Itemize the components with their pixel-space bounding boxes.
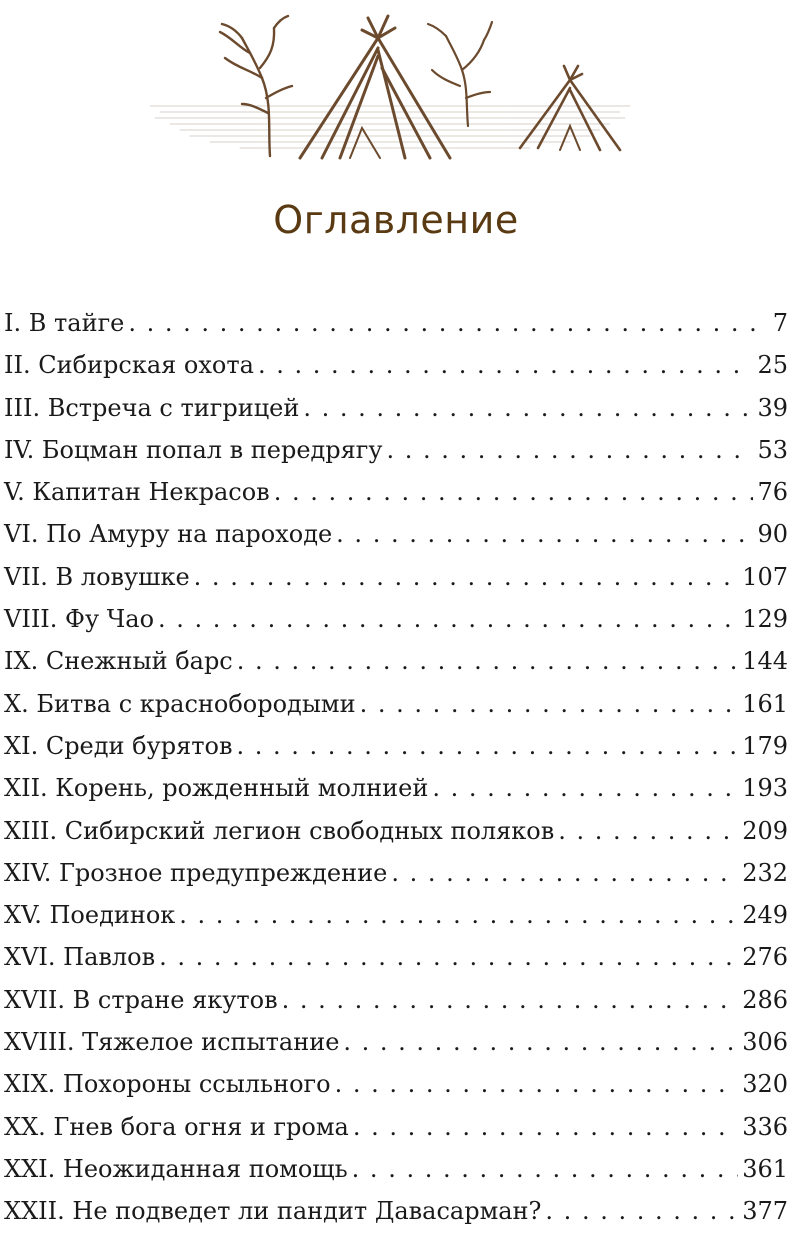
toc-entry-label: XII. Корень, рожденный молнией bbox=[4, 774, 429, 803]
toc-entry-label: XIV. Грозное предупреждение bbox=[4, 858, 388, 887]
toc-entry-label: XI. Среди бурятов bbox=[4, 731, 233, 760]
dot-leader bbox=[387, 429, 754, 471]
toc-entry bbox=[4, 1106, 788, 1148]
toc-entry-label: XV. Поединок bbox=[4, 901, 176, 930]
dot-leader bbox=[343, 1021, 738, 1063]
toc-entry-page-number: 39 bbox=[757, 393, 788, 422]
dot-leader bbox=[179, 894, 738, 936]
toc-entry-page-number: 320 bbox=[742, 1070, 788, 1099]
toc-entry bbox=[4, 725, 788, 767]
dot-leader bbox=[360, 683, 739, 725]
toc-entry-page-number: 144 bbox=[742, 647, 788, 676]
toc-entry-page-number: 286 bbox=[742, 985, 788, 1014]
tree-middle-icon bbox=[428, 22, 492, 126]
toc-entry-label: XXII. Не подведет ли пандит Давасарман? bbox=[4, 1197, 542, 1226]
toc-entry-page-number: 361 bbox=[742, 1154, 788, 1183]
toc-entry bbox=[4, 1063, 788, 1105]
toc-entry bbox=[4, 810, 788, 852]
dot-leader bbox=[237, 640, 738, 682]
dot-leader bbox=[303, 387, 753, 429]
table-of-contents bbox=[4, 302, 788, 1233]
toc-entry-label: II. Сибирская охота bbox=[4, 351, 254, 380]
toc-entry-page-number: 129 bbox=[742, 605, 788, 634]
dot-leader bbox=[352, 1148, 739, 1190]
toc-entry-page-number: 306 bbox=[742, 1028, 788, 1057]
toc-entry bbox=[4, 513, 788, 555]
dot-leader bbox=[558, 810, 738, 852]
toc-entry bbox=[4, 344, 788, 386]
toc-entry bbox=[4, 429, 788, 471]
toc-entry-label: XVI. Павлов bbox=[4, 943, 156, 972]
toc-entry-page-number: 7 bbox=[772, 309, 788, 337]
toc-entry-label: XVIII. Тяжелое испытание bbox=[4, 1028, 340, 1057]
toc-entry-page-number: 76 bbox=[757, 478, 788, 507]
toc-entry bbox=[4, 387, 788, 429]
toc-entry bbox=[4, 683, 788, 725]
toc-entry-label: X. Битва с краснобородыми bbox=[4, 689, 356, 718]
toc-entry-label: XIX. Похороны ссыльного bbox=[4, 1070, 331, 1099]
toc-entry-page-number: 53 bbox=[757, 435, 788, 464]
dot-leader bbox=[335, 1063, 739, 1105]
page-title: Оглавление bbox=[273, 198, 519, 242]
toc-entry bbox=[4, 767, 788, 809]
toc-entry bbox=[4, 302, 788, 344]
toc-entry-page-number: 90 bbox=[757, 520, 788, 549]
dot-leader bbox=[282, 979, 739, 1021]
toc-entry-page-number: 232 bbox=[742, 858, 788, 887]
dot-leader bbox=[274, 471, 754, 513]
toc-entry bbox=[4, 852, 788, 894]
toc-entry-label: VI. По Амуру на пароходе bbox=[4, 520, 333, 549]
small-tent-icon bbox=[520, 66, 620, 150]
dot-leader bbox=[545, 1190, 738, 1232]
toc-entry-page-number: 336 bbox=[742, 1112, 788, 1141]
toc-entry-label: I. В тайге bbox=[4, 309, 125, 337]
toc-entry-label: V. Капитан Некрасов bbox=[4, 478, 270, 507]
toc-entry bbox=[4, 1148, 788, 1190]
toc-entry-label: XXI. Неожиданная помощь bbox=[4, 1154, 348, 1183]
toc-entry bbox=[4, 1021, 788, 1063]
toc-entry-page-number: 161 bbox=[742, 689, 788, 718]
toc-entry bbox=[4, 1190, 788, 1232]
toc-entry bbox=[4, 556, 788, 598]
toc-entry-label: IX. Снежный барс bbox=[4, 647, 233, 676]
toc-entry bbox=[4, 894, 788, 936]
taiga-tents-trees-illustration bbox=[150, 8, 640, 168]
dot-leader bbox=[158, 598, 738, 640]
dot-leader bbox=[236, 725, 738, 767]
toc-entry-page-number: 209 bbox=[742, 816, 788, 845]
dot-leader bbox=[432, 767, 738, 809]
toc-entry-label: IV. Боцман попал в передрягу bbox=[4, 435, 383, 464]
dot-leader bbox=[159, 936, 738, 978]
toc-entry bbox=[4, 640, 788, 682]
toc-entry-page-number: 249 bbox=[742, 901, 788, 930]
toc-entry-page-number: 193 bbox=[742, 774, 788, 803]
toc-entry-page-number: 179 bbox=[742, 731, 788, 760]
big-tent-icon bbox=[300, 16, 450, 158]
toc-entry bbox=[4, 598, 788, 640]
toc-entry bbox=[4, 936, 788, 978]
toc-entry bbox=[4, 471, 788, 513]
toc-entry-page-number: 107 bbox=[742, 562, 788, 591]
toc-entry-label: XVII. В стране якутов bbox=[4, 985, 278, 1014]
dot-leader bbox=[336, 513, 753, 555]
toc-entry-page-number: 25 bbox=[757, 351, 788, 380]
toc-entry-label: III. Встреча с тигрицей bbox=[4, 393, 300, 422]
dot-leader bbox=[258, 344, 754, 386]
toc-entry-page-number: 377 bbox=[742, 1197, 788, 1226]
dot-leader bbox=[128, 302, 768, 344]
toc-entry bbox=[4, 979, 788, 1021]
dot-leader bbox=[194, 556, 739, 598]
toc-entry-page-number: 276 bbox=[742, 943, 788, 972]
toc-entry-label: XIII. Сибирский легион свободных поляков bbox=[4, 816, 555, 845]
dot-leader bbox=[353, 1106, 738, 1148]
toc-entry-label: XX. Гнев бога огня и грома bbox=[4, 1112, 349, 1141]
toc-entry-label: VII. В ловушке bbox=[4, 562, 190, 591]
toc-entry-label: VIII. Фу Чао bbox=[4, 605, 155, 634]
tree-left-icon bbox=[220, 16, 292, 156]
dot-leader bbox=[391, 852, 738, 894]
